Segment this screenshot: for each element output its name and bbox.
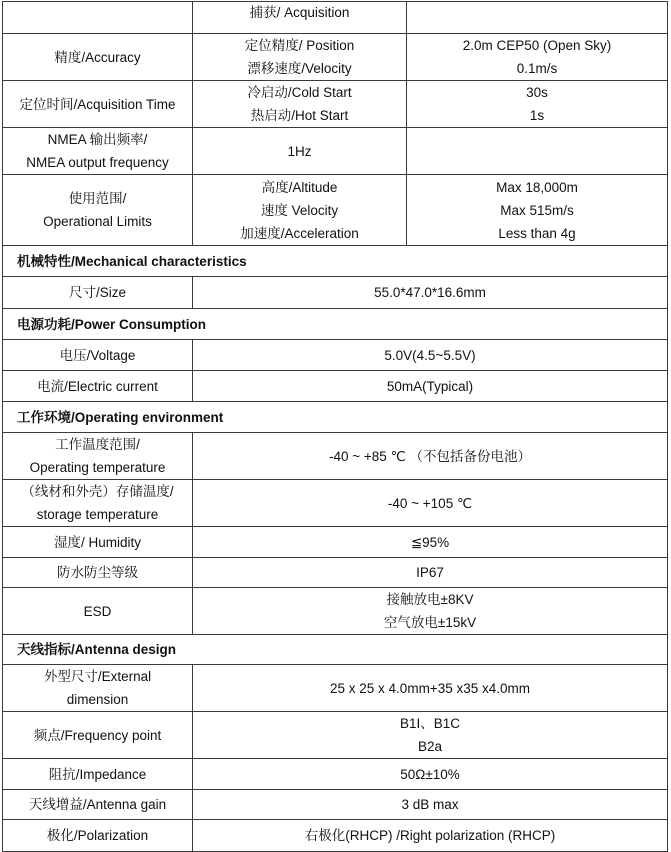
section-header-row (3, 246, 668, 277)
section-header-row (3, 635, 668, 665)
table-row (3, 790, 668, 820)
value-frequency-point (193, 712, 668, 759)
values-operational-limits (407, 175, 668, 246)
table-row (3, 371, 668, 402)
param-altitude: 高度/Altitude (261, 179, 338, 195)
label-line: Operational Limits (43, 214, 152, 229)
label-line: （线材和外壳）存储温度/ (21, 484, 174, 499)
label-external-dimension (3, 665, 193, 712)
value-velocity: 0.1m/s (516, 61, 558, 76)
value-line: B1I、B1C (399, 716, 461, 731)
spec-sheet (2, 1, 667, 852)
values-accuracy (407, 34, 668, 81)
value-size: 55.0*47.0*16.6mm (193, 277, 668, 309)
params-operational-limits (193, 175, 407, 246)
value-humidity: ≦95% (193, 527, 668, 558)
values-acquisition-time (407, 81, 668, 128)
table-cell-empty (407, 128, 668, 175)
table-row (3, 81, 668, 128)
value-esd (193, 588, 668, 635)
label-line: dimension (66, 692, 129, 707)
value-acceleration: Less than 4g (498, 225, 576, 241)
param-speed: 速度 Velocity (260, 202, 339, 218)
value-speed: Max 515m/s (500, 202, 574, 218)
label-acquisition-time: 定位时间/Acquisition Time (3, 81, 193, 128)
value-line: 接触放电±8KV (386, 592, 474, 607)
label-operating-temp (3, 433, 193, 480)
label-operational-limits (3, 175, 193, 246)
table-row (3, 665, 668, 712)
value-impedance: 50Ω±10% (193, 759, 668, 790)
label-antenna-gain: 天线增益/Antenna gain (3, 790, 193, 820)
label-line: 使用范围/ (68, 191, 127, 206)
params-acquisition-time (193, 81, 407, 128)
param-acquisition: 捕获/ Acquisition (193, 2, 407, 34)
spec-table (2, 1, 668, 852)
section-header-row (3, 309, 668, 340)
value-storage-temp: -40 ~ +105 ℃ (193, 480, 668, 527)
param-hot-start: 热启动/Hot Start (250, 108, 349, 123)
table-row (3, 480, 668, 527)
section-title-environment: 工作环境/Operating environment (3, 402, 668, 433)
table-row (3, 34, 668, 81)
value-line: 空气放电±15kV (383, 615, 477, 630)
label-accuracy: 精度/Accuracy (3, 34, 193, 81)
table-row (3, 759, 668, 790)
value-nmea: 1Hz (193, 128, 407, 175)
value-current: 50mA(Typical) (193, 371, 668, 402)
label-storage-temp (3, 480, 193, 527)
label-nmea (3, 128, 193, 175)
table-row (3, 128, 668, 175)
label-ip-rating: 防水防尘等级 (3, 558, 193, 588)
table-row (3, 820, 668, 852)
table-row (3, 558, 668, 588)
table-cell-empty (3, 2, 193, 34)
table-row (3, 340, 668, 371)
table-row (3, 175, 668, 246)
param-cold-start: 冷启动/Cold Start (247, 85, 352, 100)
table-row (3, 433, 668, 480)
value-hot-start: 1s (529, 108, 545, 123)
value-polarization: 右极化(RHCP) /Right polarization (RHCP) (193, 820, 668, 852)
label-line: storage temperature (36, 507, 159, 522)
label-frequency-point: 频点/Frequency point (3, 712, 193, 759)
section-title-mechanical: 机械特性/Mechanical characteristics (3, 246, 668, 277)
label-impedance: 阻抗/Impedance (3, 759, 193, 790)
label-current: 电流/Electric current (3, 371, 193, 402)
value-altitude: Max 18,000m (496, 179, 578, 195)
label-voltage: 电压/Voltage (3, 340, 193, 371)
params-accuracy (193, 34, 407, 81)
table-row (3, 277, 668, 309)
label-line: NMEA output frequency (26, 155, 169, 170)
label-esd: ESD (3, 588, 193, 635)
section-title-antenna: 天线指标/Antenna design (3, 635, 668, 665)
value-ip-rating: IP67 (193, 558, 668, 588)
label-line: NMEA 输出频率/ (47, 132, 148, 147)
label-line: 外型尺寸/External (43, 669, 152, 684)
table-cell-empty (407, 2, 668, 34)
table-row (3, 527, 668, 558)
label-line: 工作温度范围/ (55, 437, 140, 452)
value-external-dimension: 25 x 25 x 4.0mm+35 x35 x4.0mm (193, 665, 668, 712)
value-line: B2a (417, 739, 443, 754)
table-row (3, 588, 668, 635)
section-header-row (3, 402, 668, 433)
label-humidity: 湿度/ Humidity (3, 527, 193, 558)
value-position: 2.0m CEP50 (Open Sky) (462, 38, 612, 53)
param-velocity: 漂移速度/Velocity (247, 61, 352, 76)
value-operating-temp: -40 ~ +85 ℃ （不包括备份电池） (193, 433, 668, 480)
param-acceleration: 加速度/Acceleration (240, 225, 359, 241)
value-voltage: 5.0V(4.5~5.5V) (193, 340, 668, 371)
label-line: Operating temperature (29, 460, 166, 475)
param-position: 定位精度/ Position (244, 38, 355, 53)
value-antenna-gain: 3 dB max (193, 790, 668, 820)
section-title-power: 电源功耗/Power Consumption (3, 309, 668, 340)
label-size: 尺寸/Size (3, 277, 193, 309)
table-row (3, 2, 668, 34)
value-cold-start: 30s (526, 85, 548, 100)
table-row (3, 712, 668, 759)
label-polarization: 极化/Polarization (3, 820, 193, 852)
